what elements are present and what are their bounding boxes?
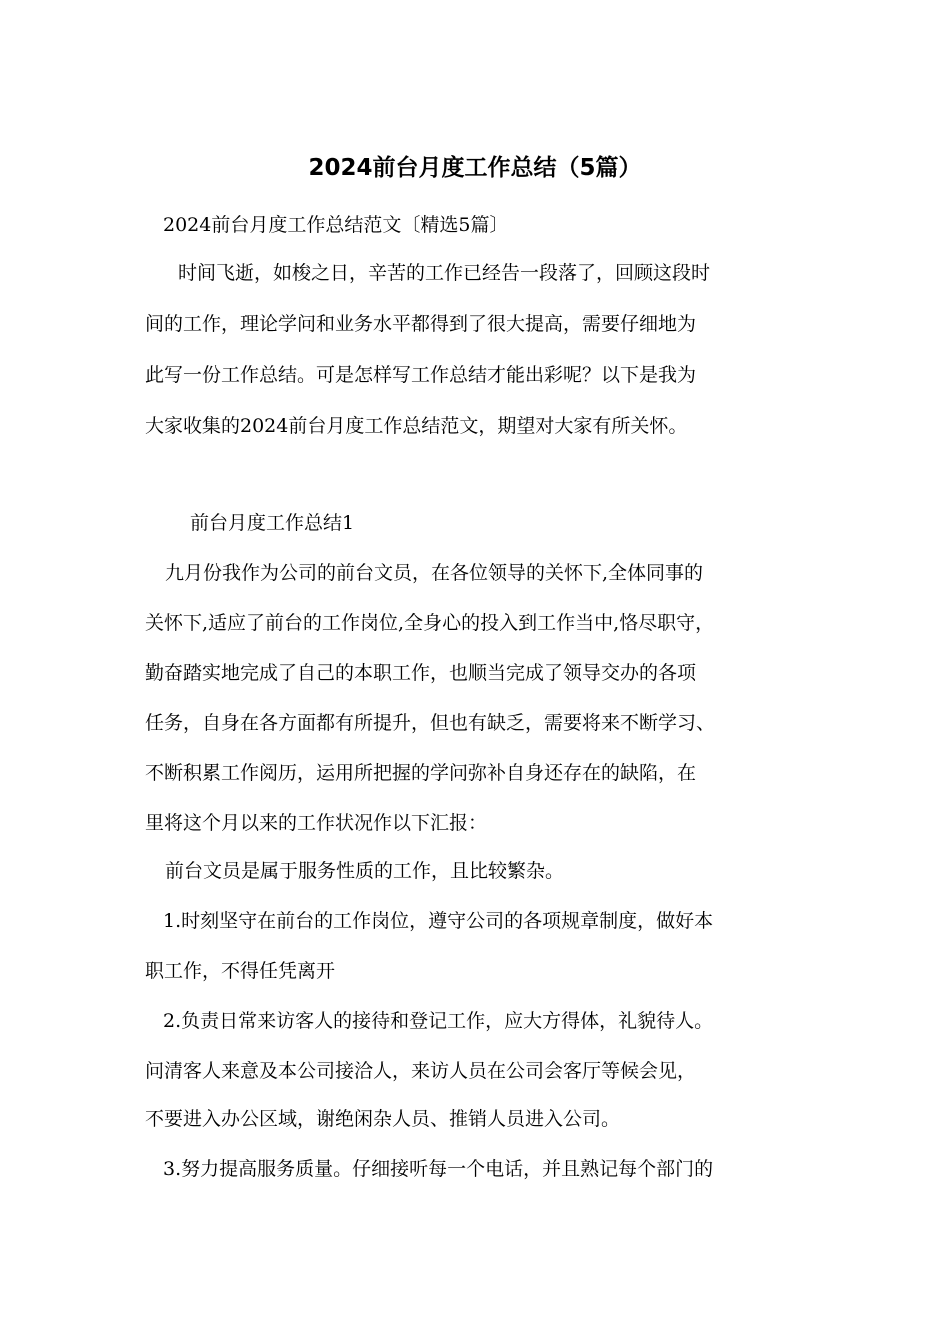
body-line-8: 1.时刻坚守在前台的工作岗位，遵守公司的各项规章制度，做好本: [163, 910, 714, 932]
body-line-2: 关怀下,适应了前台的工作岗位,全身心的投入到工作当中,恪尽职守，: [145, 612, 715, 634]
body-line-13: 3.努力提高服务质量。仔细接听每一个电话，并且熟记每个部门的: [163, 1158, 714, 1180]
intro-line-4: 大家收集的2024前台月度工作总结范文，期望对大家有所关怀。: [145, 415, 688, 437]
body-line-12: 不要进入办公区域，谢绝闲杂人员、推销人员进入公司。: [145, 1108, 621, 1130]
intro-line-1: 时间飞逝，如梭之日，辛苦的工作已经告一段落了，回顾这段时: [178, 262, 711, 284]
body-line-1: 九月份我作为公司的前台文员，在各位领导的关怀下,全体同事的: [165, 562, 704, 584]
body-line-9: 职工作，不得任凭离开: [145, 960, 336, 982]
intro-line-3: 此写一份工作总结。可是怎样写工作总结才能出彩呢？以下是我为: [145, 364, 697, 386]
body-line-6: 里将这个月以来的工作状况作以下汇报：: [145, 812, 488, 834]
body-line-11: 问清客人来意及本公司接洽人，来访人员在公司会客厅等候会见，: [145, 1060, 697, 1082]
document-title: 2024前台月度工作总结（5篇）: [308, 155, 642, 181]
body-line-7: 前台文员是属于服务性质的工作，且比较繁杂。: [165, 860, 565, 882]
section-heading: 前台月度工作总结1: [190, 512, 355, 534]
document-subtitle: 2024前台月度工作总结范文〔精选5篇〕: [163, 214, 509, 236]
body-line-4: 任务，自身在各方面都有所提升，但也有缺乏，需要将来不断学习、: [145, 712, 716, 734]
body-line-10: 2.负责日常来访客人的接待和登记工作，应大方得体，礼貌待人。: [163, 1010, 714, 1032]
body-line-5: 不断积累工作阅历，运用所把握的学问弥补自身还存在的缺陷，在: [145, 762, 697, 784]
intro-line-2: 间的工作，理论学问和业务水平都得到了很大提高，需要仔细地为: [145, 313, 697, 335]
body-line-3: 勤奋踏实地完成了自己的本职工作，也顺当完成了领导交办的各项: [145, 662, 697, 684]
